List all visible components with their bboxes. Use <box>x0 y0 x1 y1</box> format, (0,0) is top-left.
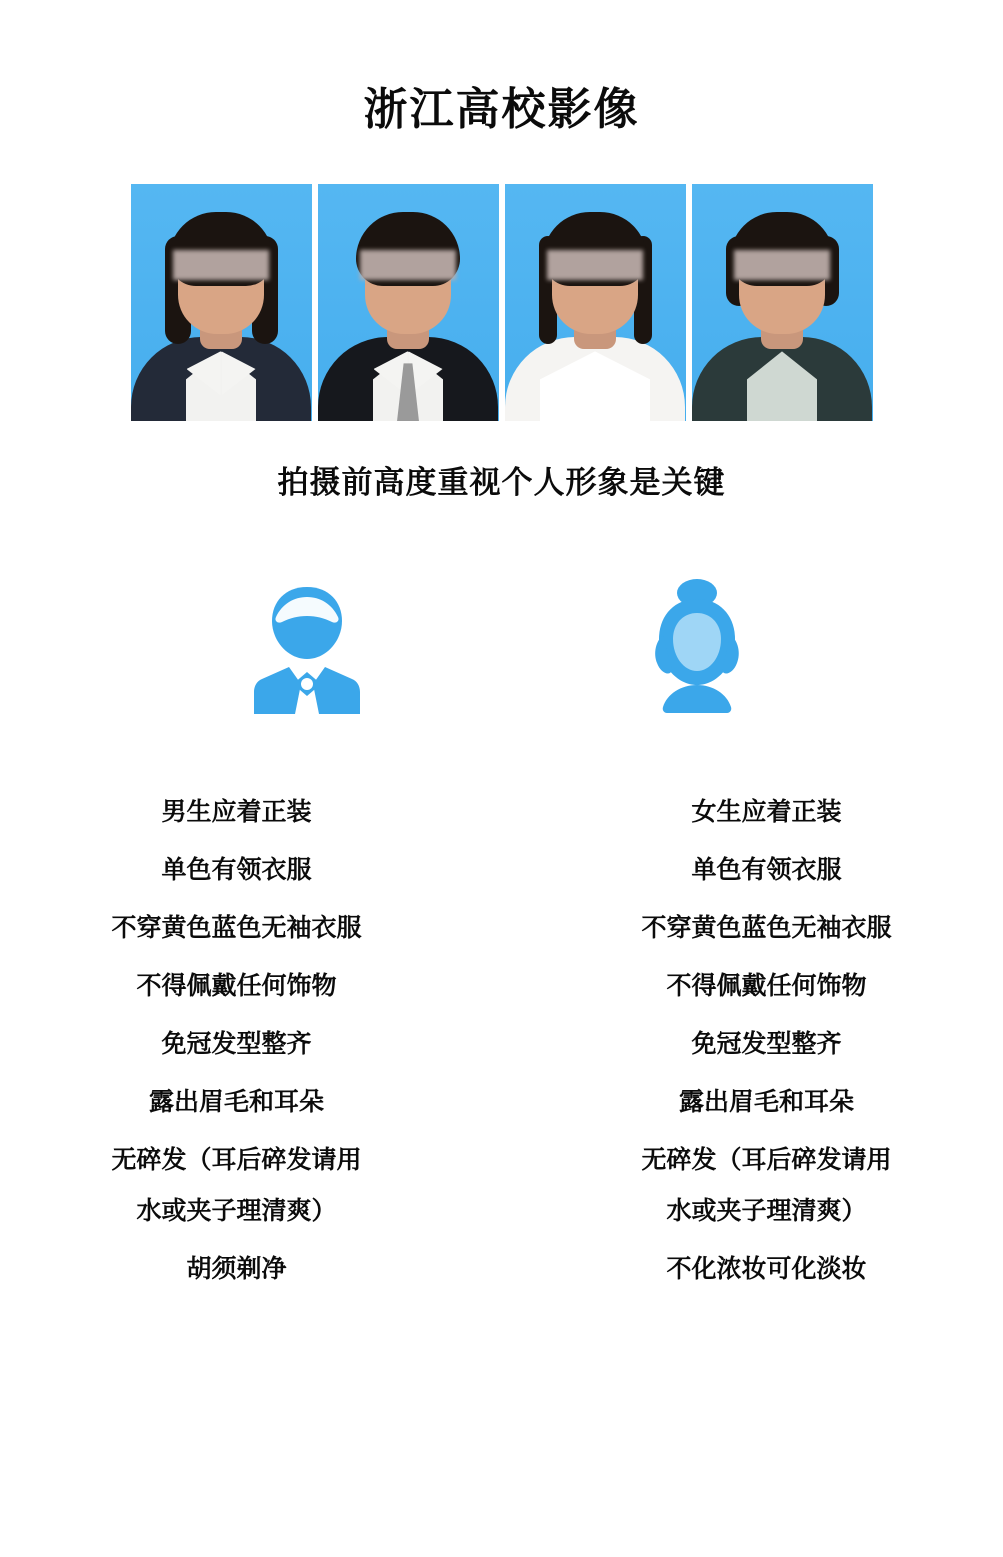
female-requirements-column <box>602 800 932 1315</box>
requirement-line: 不穿黄色蓝色无袖衣服 <box>111 914 362 943</box>
requirement-line: 不得佩戴任何饰物 <box>136 972 337 1001</box>
requirements-columns <box>0 800 1003 1315</box>
male-avatar-icon <box>227 568 387 728</box>
requirement-line: 露出眉毛和耳朵 <box>148 1088 324 1117</box>
page-subtitle: 拍摄前高度重视个人形象是关键 <box>277 465 726 501</box>
requirement-line: 水或夹子理清爽） <box>666 1197 867 1226</box>
requirement-line: 男生应着正装 <box>161 798 312 827</box>
requirement-line: 水或夹子理清爽） <box>136 1197 337 1226</box>
sample-photo <box>318 184 499 421</box>
photo-face-blur <box>547 250 643 280</box>
sample-photo <box>692 184 873 421</box>
male-requirements-column <box>72 800 402 1315</box>
requirement-line: 不化浓妆可化淡妆 <box>666 1255 867 1284</box>
requirement-line: 免冠发型整齐 <box>691 1030 842 1059</box>
requirement-line: 单色有领衣服 <box>691 856 842 885</box>
sample-photo <box>131 184 312 421</box>
photo-face-blur <box>173 250 269 280</box>
page-title: 浙江高校影像 <box>363 85 640 134</box>
photo-face-blur <box>360 250 456 280</box>
requirement-line: 无碎发（耳后碎发请用 <box>111 1146 362 1175</box>
sample-photo-strip <box>0 184 1003 421</box>
requirement-line: 免冠发型整齐 <box>161 1030 312 1059</box>
requirement-line: 胡须剃净 <box>186 1255 287 1284</box>
requirement-line: 女生应着正装 <box>691 798 842 827</box>
requirement-line: 不得佩戴任何饰物 <box>666 972 867 1001</box>
requirement-line: 露出眉毛和耳朵 <box>678 1088 854 1117</box>
requirement-line: 无碎发（耳后碎发请用 <box>641 1146 892 1175</box>
avatar-icons-row <box>0 568 1003 728</box>
requirement-line: 单色有领衣服 <box>161 856 312 885</box>
poster-page <box>0 86 1003 1557</box>
requirement-line: 不穿黄色蓝色无袖衣服 <box>641 914 892 943</box>
photo-face-blur <box>734 250 830 280</box>
female-avatar-icon <box>617 568 777 728</box>
sample-photo <box>505 184 686 421</box>
